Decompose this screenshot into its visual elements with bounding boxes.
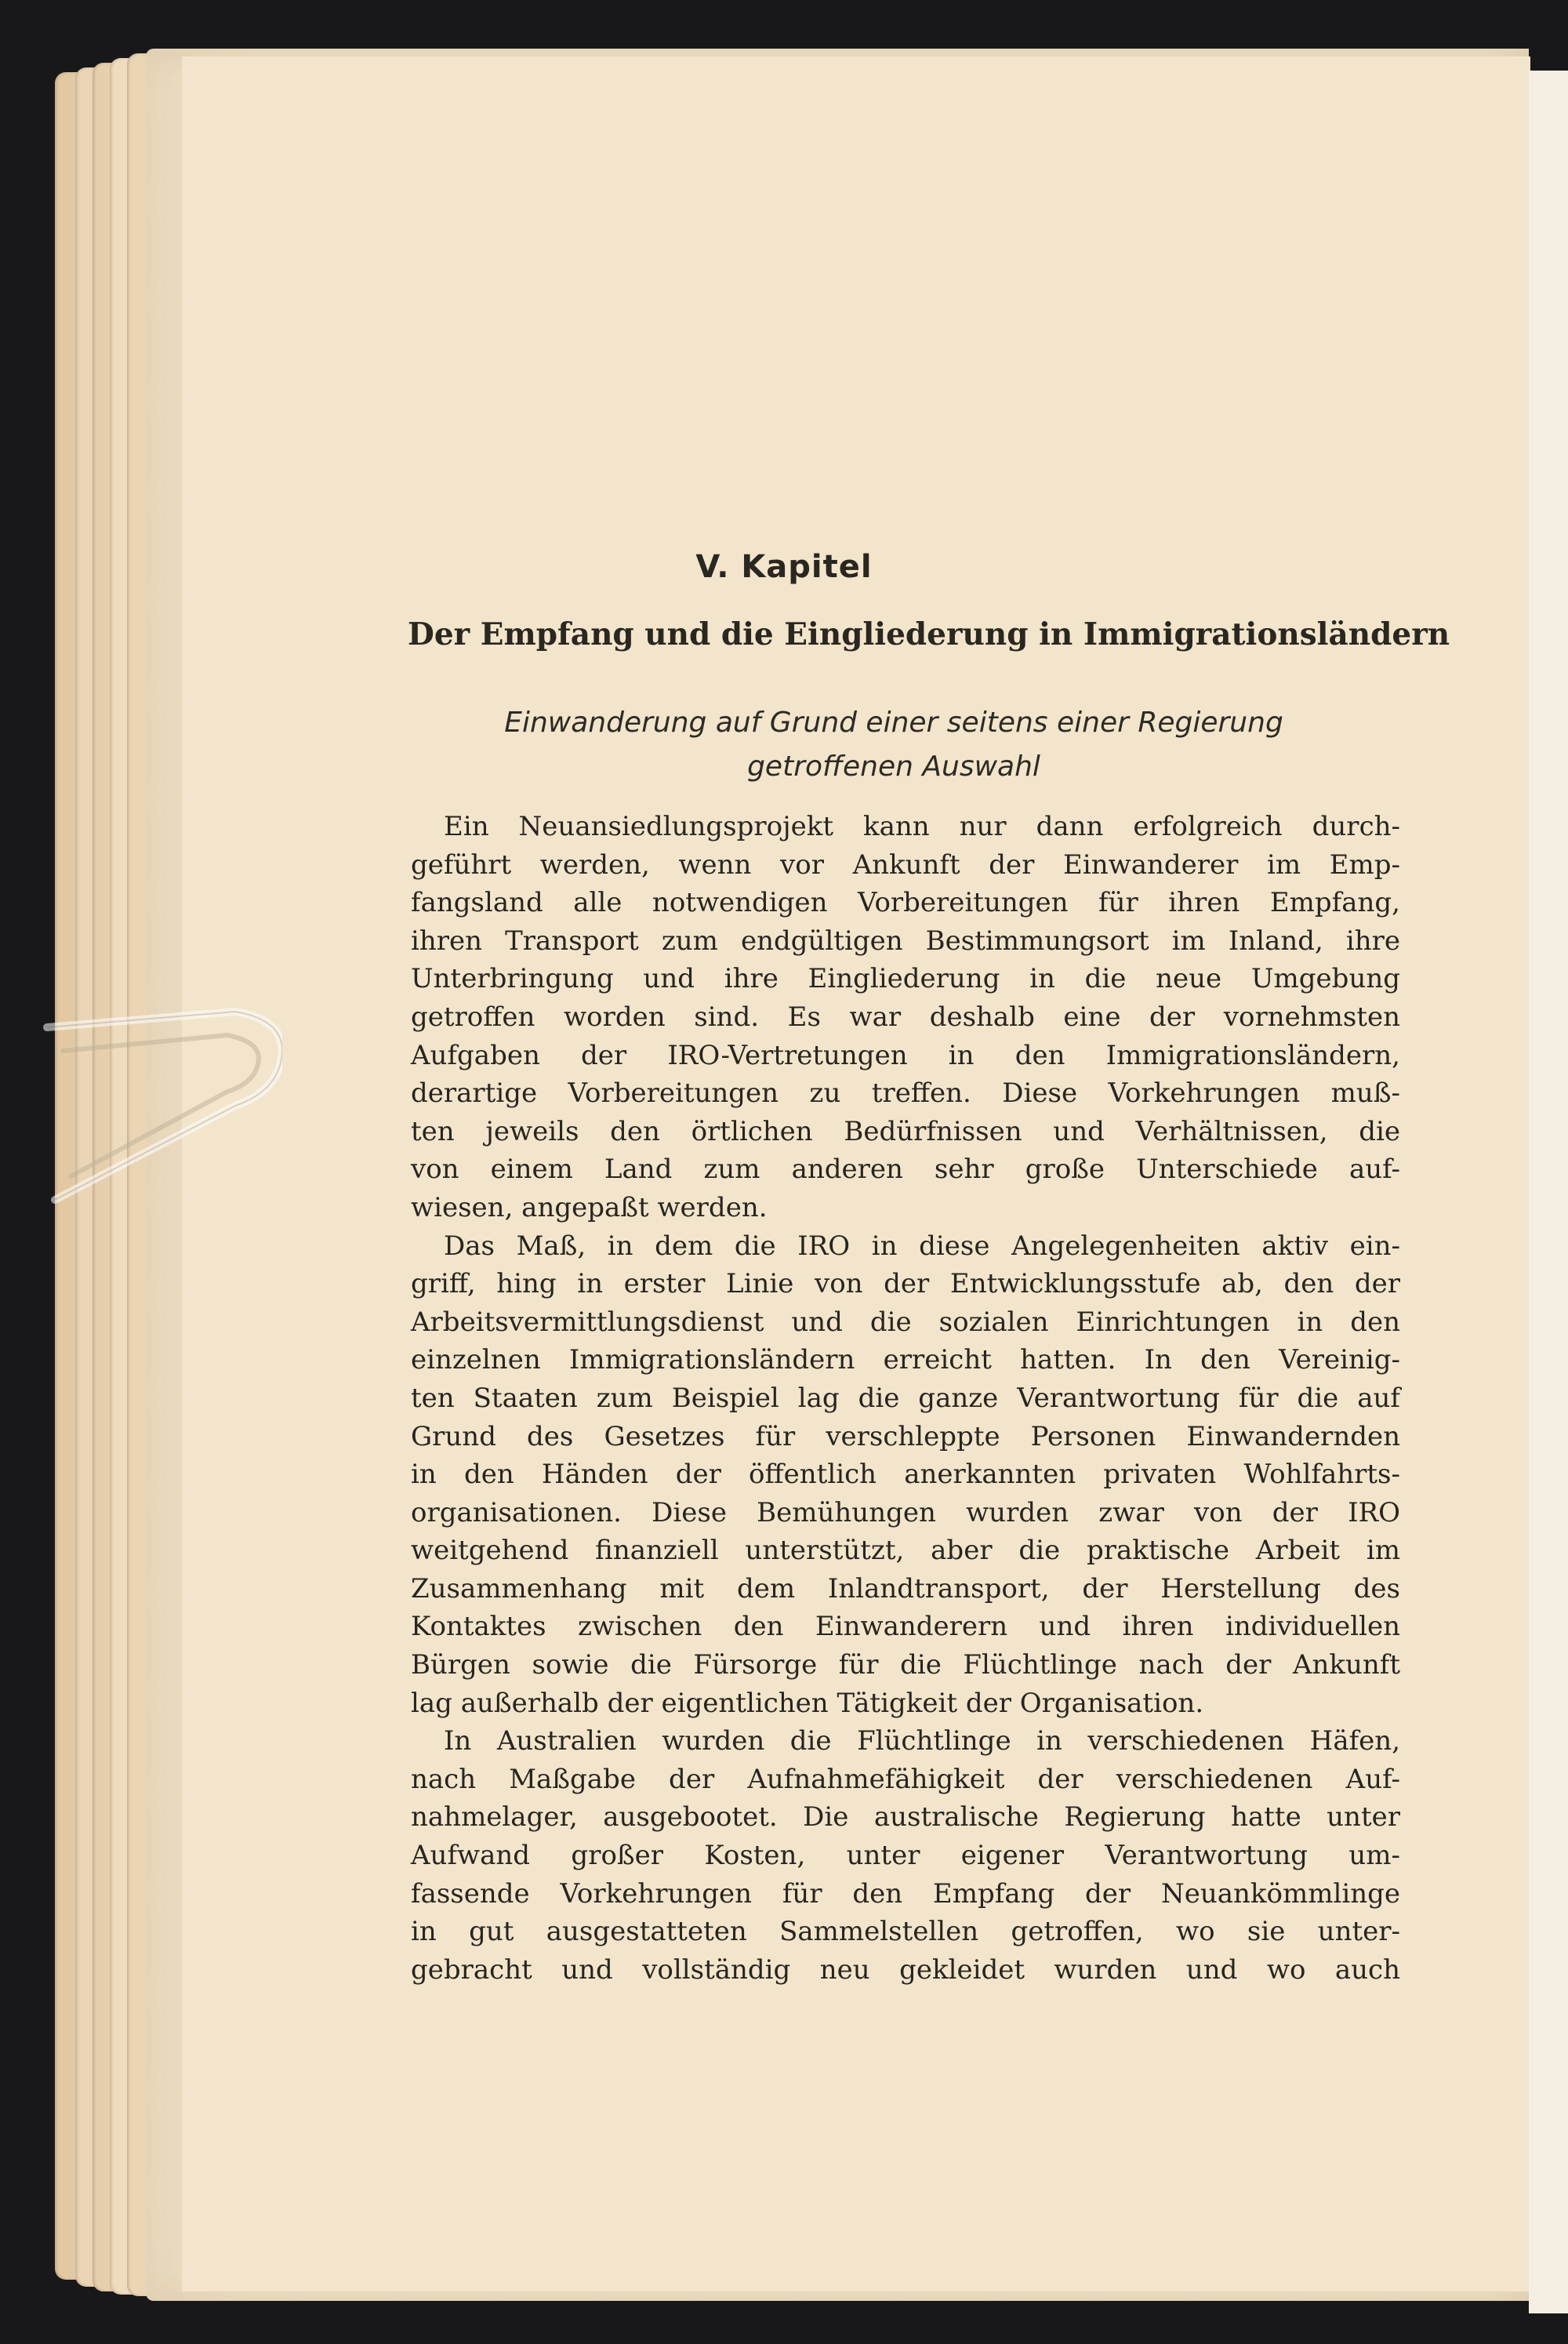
- text-line: wiesen, angepaßt werden.: [411, 1191, 768, 1223]
- text-line: organisationen. Diese Bemühungen wurden zwar von der IRO: [411, 1496, 1400, 1528]
- text-line: ihren Transport zum endgültigen Bestimmungsort im Inland, ihre: [411, 925, 1400, 957]
- text-line: fangsland alle notwendigen Vorbereitungen für ihren Empfang,: [411, 887, 1400, 919]
- text-line: ten Staaten zum Beispiel lag die ganze Verantwortung für die auf: [411, 1382, 1400, 1414]
- facing-page-edge: [1529, 71, 1568, 2313]
- text-line: Kontaktes zwischen den Einwanderern und ihren individuellen: [411, 1611, 1400, 1643]
- section-heading: [439, 701, 1348, 789]
- text-line: griff, hing in erster Linie von der Entwicklungsstufe ab, den der: [411, 1268, 1400, 1300]
- text-line: nach Maßgabe der Aufnahmefähigkeit der verschiedenen Auf-: [411, 1763, 1400, 1795]
- text-line: Aufwand großer Kosten, unter eigener Verantwortung um-: [411, 1840, 1400, 1872]
- text-line: gebracht und vollständig neu gekleidet wurden und wo auch: [411, 1953, 1400, 1986]
- text-line: Ein Neuansiedlungsprojekt kann nur dann erfolgreich durch-: [444, 811, 1400, 842]
- text-line: In Australien wurden die Flüchtlinge in verschiedenen Häfen,: [444, 1725, 1400, 1757]
- text-line: derartige Vorbereitungen zu treffen. Diese Vorkehrungen muß-: [411, 1078, 1400, 1110]
- text-line: geführt werden, wenn vor Ankunft der Einwanderer im Emp-: [411, 849, 1400, 881]
- text-line: Zusammenhang mit dem Inlandtransport, der Herstellung des: [411, 1572, 1400, 1604]
- text-line: Unterbringung und ihre Eingliederung in die neue Umgebung: [411, 963, 1400, 995]
- text-line: Bürgen sowie die Fürsorge für die Flüchtlinge nach der Ankunft: [411, 1649, 1400, 1681]
- body-text: [411, 808, 1400, 1989]
- chapter-title: Der Empfang und die Eingliederung in Immigrationsländern: [408, 616, 1450, 652]
- text-line: fassende Vorkehrungen für den Empfang der Neuankömmlinge: [411, 1877, 1400, 1910]
- text-line: getroffen worden sind. Es war deshalb eine der vornehmsten: [411, 1001, 1400, 1033]
- section-heading-line: Einwanderung auf Grund einer seitens einer Regierung: [504, 707, 1283, 739]
- text-line: nahmelager, ausgebootet. Die australische Regierung hatte unter: [411, 1801, 1400, 1833]
- text-line: ten jeweils den örtlichen Bedürfnissen und Verhältnissen, die: [411, 1115, 1400, 1147]
- text-line: Aufgaben der IRO-Vertretungen in den Immigrationsländern,: [411, 1039, 1400, 1071]
- chapter-number: V. Kapitel: [695, 549, 873, 585]
- text-line: weitgehend finanziell unterstützt, aber die praktische Arbeit im: [411, 1535, 1400, 1567]
- text-line: Arbeitsvermittlungsdienst und die sozialen Einrichtungen in den: [411, 1306, 1400, 1338]
- section-heading-line: getroffenen Auswahl: [747, 750, 1040, 783]
- text-line: in gut ausgestatteten Sammelstellen getroffen, wo sie unter-: [411, 1916, 1400, 1948]
- text-line: Das Maß, in dem die IRO in diese Angelegenheiten aktiv ein-: [444, 1230, 1400, 1262]
- text-line: in den Händen der öffentlich anerkannten privaten Wohlfahrts-: [411, 1459, 1400, 1491]
- text-line: Grund des Gesetzes für verschleppte Personen Einwandernden: [411, 1420, 1400, 1452]
- text-line: von einem Land zum anderen sehr große Unterschiede auf-: [411, 1154, 1400, 1186]
- paper-clip-icon: [31, 996, 282, 1231]
- text-line: lag außerhalb der eigentlichen Tätigkeit der Organisation.: [411, 1687, 1204, 1719]
- text-line: einzelnen Immigrationsländern erreicht hatten. In den Vereinig-: [411, 1344, 1400, 1376]
